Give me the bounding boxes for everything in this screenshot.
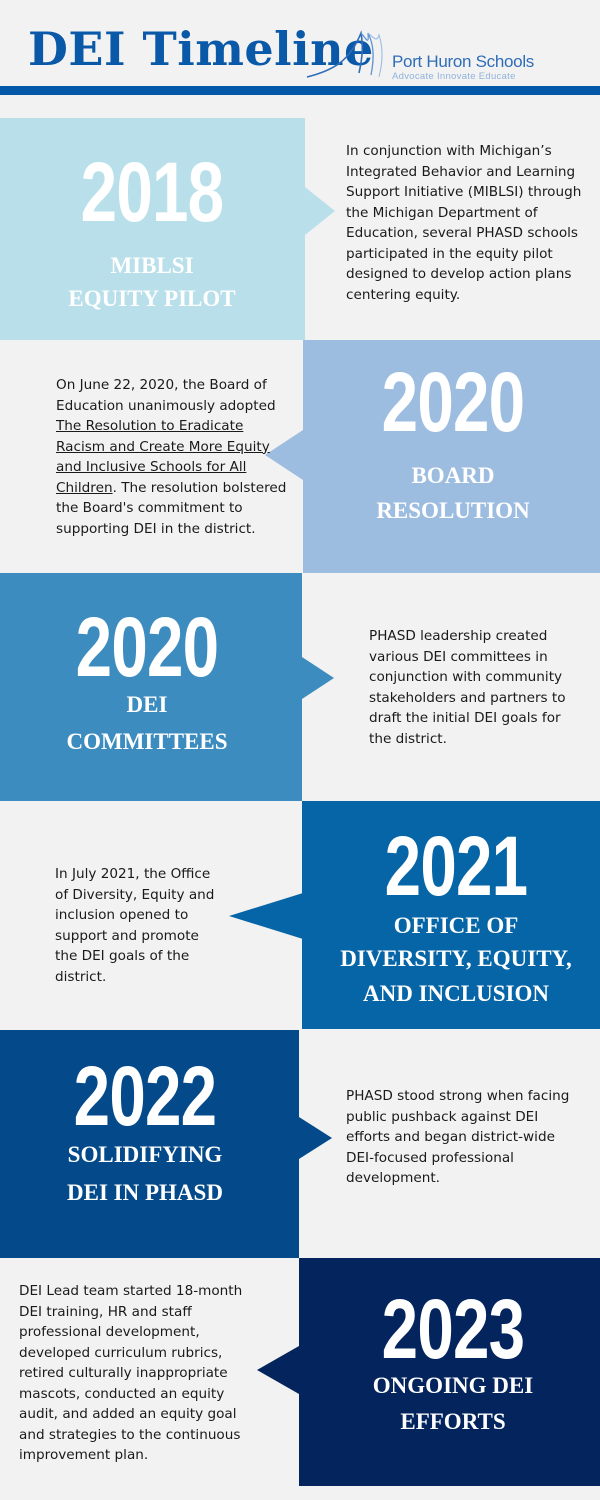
year-label: 2023 bbox=[381, 1282, 525, 1376]
entry-title-line-2: EQUITY PILOT bbox=[68, 286, 236, 311]
entry-title-line-1: MIBLSI bbox=[110, 253, 194, 278]
entry-title-line-2: DEI IN PHASD bbox=[67, 1180, 223, 1205]
entry-title-line-1: ONGOING DEI bbox=[372, 1373, 534, 1398]
year-label: 2018 bbox=[80, 145, 224, 239]
arrow-left-icon bbox=[257, 1346, 299, 1394]
logo-tagline: Advocate Innovate Educate bbox=[392, 71, 516, 82]
entry-description: PHASD stood strong when facing public pushback against DEI efforts and began district-wide DEI-focused professional development. bbox=[346, 1088, 570, 1186]
resolution-link[interactable]: The Resolution to Eradicate Racism and Create More Equity and Inclusive Schools for All Children bbox=[56, 418, 270, 496]
year-label: 2022 bbox=[73, 1049, 217, 1143]
port-huron-logo-icon bbox=[305, 25, 390, 85]
year-label: 2020 bbox=[381, 355, 525, 449]
entry-title-line-1: SOLIDIFYING bbox=[67, 1142, 223, 1167]
arrow-right-icon bbox=[305, 187, 335, 235]
entry-title-line-2: RESOLUTION bbox=[376, 498, 530, 523]
entry-title-line-1: BOARD bbox=[411, 463, 495, 488]
entry-description: DEI Lead team started 18-month DEI training, HR and staff professional development, developed curriculum rubrics, retired culturally inappropriate mascots, conducted an equity audit, and added an equity goal and strategies to the continuous improvement plan. bbox=[19, 1283, 243, 1463]
entry-title-line-2: DIVERSITY, EQUITY, bbox=[340, 946, 572, 971]
description-text: On June 22, 2020, the Board of Education unanimously adopted bbox=[56, 377, 276, 414]
logo-name: Port Huron Schools bbox=[392, 52, 535, 71]
entry-description bbox=[56, 375, 288, 539]
description-text: . The resolution bolstered the Board's commitment to supporting DEI in the district. bbox=[56, 479, 287, 537]
arrow-right-icon bbox=[299, 1117, 332, 1159]
entry-title-line-1: OFFICE OF bbox=[393, 913, 519, 938]
entry-title-line-2: EFFORTS bbox=[400, 1409, 506, 1434]
year-label: 2021 bbox=[384, 819, 528, 913]
entry-description: In conjunction with Michigan’s Integrated Behavior and Learning Support Initiative (MIBLSI) through the Michigan Department of Education, several PHASD schools participated in the equity pilot designed to develop action plans centering equity. bbox=[346, 143, 582, 303]
entry-title-line-2: COMMITTEES bbox=[66, 729, 228, 754]
year-label: 2020 bbox=[75, 600, 219, 694]
header-divider bbox=[0, 86, 600, 95]
entry-description: In July 2021, the Office of Diversity, Equity and inclusion opened to support and promote the DEI goals of the district. bbox=[55, 866, 215, 985]
arrow-right-icon bbox=[302, 657, 334, 699]
entry-title-line-1: DEI bbox=[126, 692, 168, 717]
entry-title-line-3: AND INCLUSION bbox=[363, 981, 549, 1006]
arrow-left-icon bbox=[229, 893, 303, 939]
entry-description: PHASD leadership created various DEI committees in conjunction with community stakeholders and partners to draft the initial DEI goals for the district. bbox=[369, 628, 566, 747]
page-title: DEI Timeline bbox=[28, 22, 374, 76]
